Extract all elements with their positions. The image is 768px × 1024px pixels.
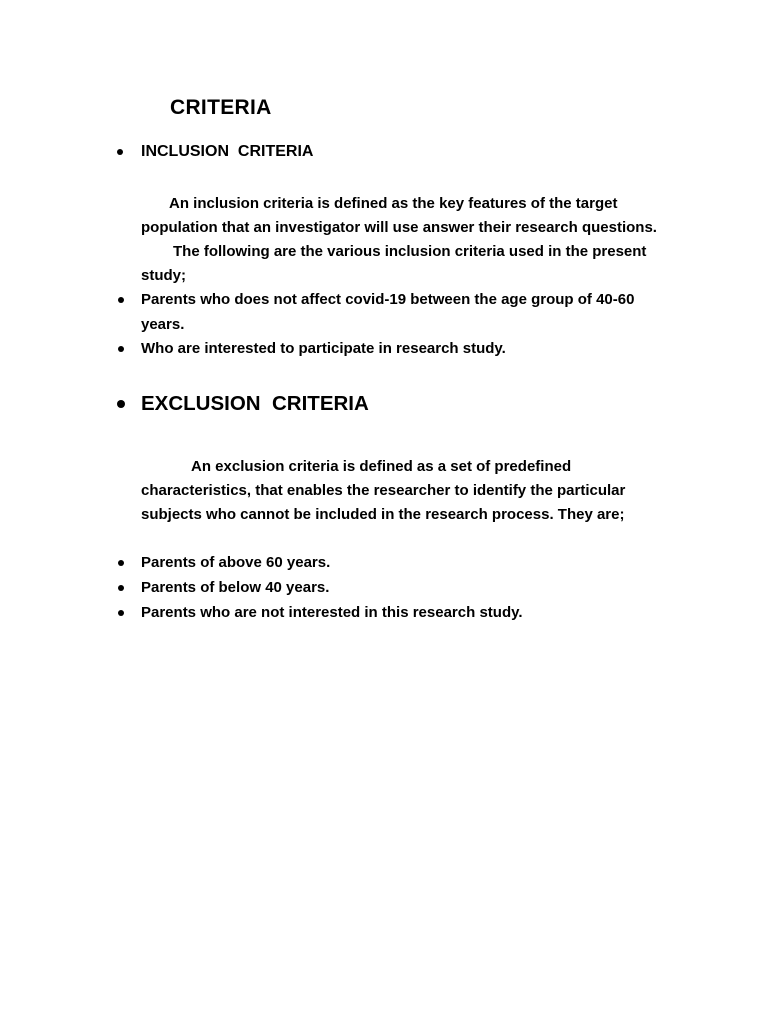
inclusion-heading: INCLUSION CRITERIA: [141, 143, 314, 160]
inclusion-list-item: Parents who does not affect covid-19 between the age group of 40-60: [141, 291, 635, 308]
exclusion-list-item: Parents who are not interested in this research study.: [141, 604, 523, 621]
list-item-bullet: [118, 346, 124, 352]
exclusion-paragraph-line: An exclusion criteria is defined as a set of predefined: [191, 458, 572, 475]
inclusion-paragraph-line: An inclusion criteria is defined as the key features of the target: [169, 195, 618, 212]
inclusion-paragraph-line: study;: [141, 267, 186, 284]
list-item-bullet: [118, 297, 124, 303]
exclusion-heading: EXCLUSION CRITERIA: [141, 392, 369, 415]
exclusion-heading-bullet: [117, 400, 125, 408]
inclusion-paragraph-line: population that an investigator will use answer their research questions.: [141, 219, 657, 236]
inclusion-paragraph-line: The following are the various inclusion criteria used in the present: [173, 243, 647, 260]
list-item-bullet: [118, 610, 124, 616]
exclusion-paragraph-line: characteristics, that enables the researcher to identify the particular: [141, 482, 626, 499]
exclusion-list-item: Parents of below 40 years.: [141, 579, 330, 596]
exclusion-paragraph-line: subjects who cannot be included in the research process. They are;: [141, 506, 625, 523]
list-item-bullet: [118, 560, 124, 566]
inclusion-heading-bullet: [117, 149, 123, 155]
list-item-bullet: [118, 585, 124, 591]
page-title: CRITERIA: [170, 96, 272, 119]
inclusion-list-item: Who are interested to participate in research study.: [141, 340, 506, 357]
inclusion-list-item-continuation: years.: [141, 316, 185, 333]
exclusion-list-item: Parents of above 60 years.: [141, 554, 331, 571]
